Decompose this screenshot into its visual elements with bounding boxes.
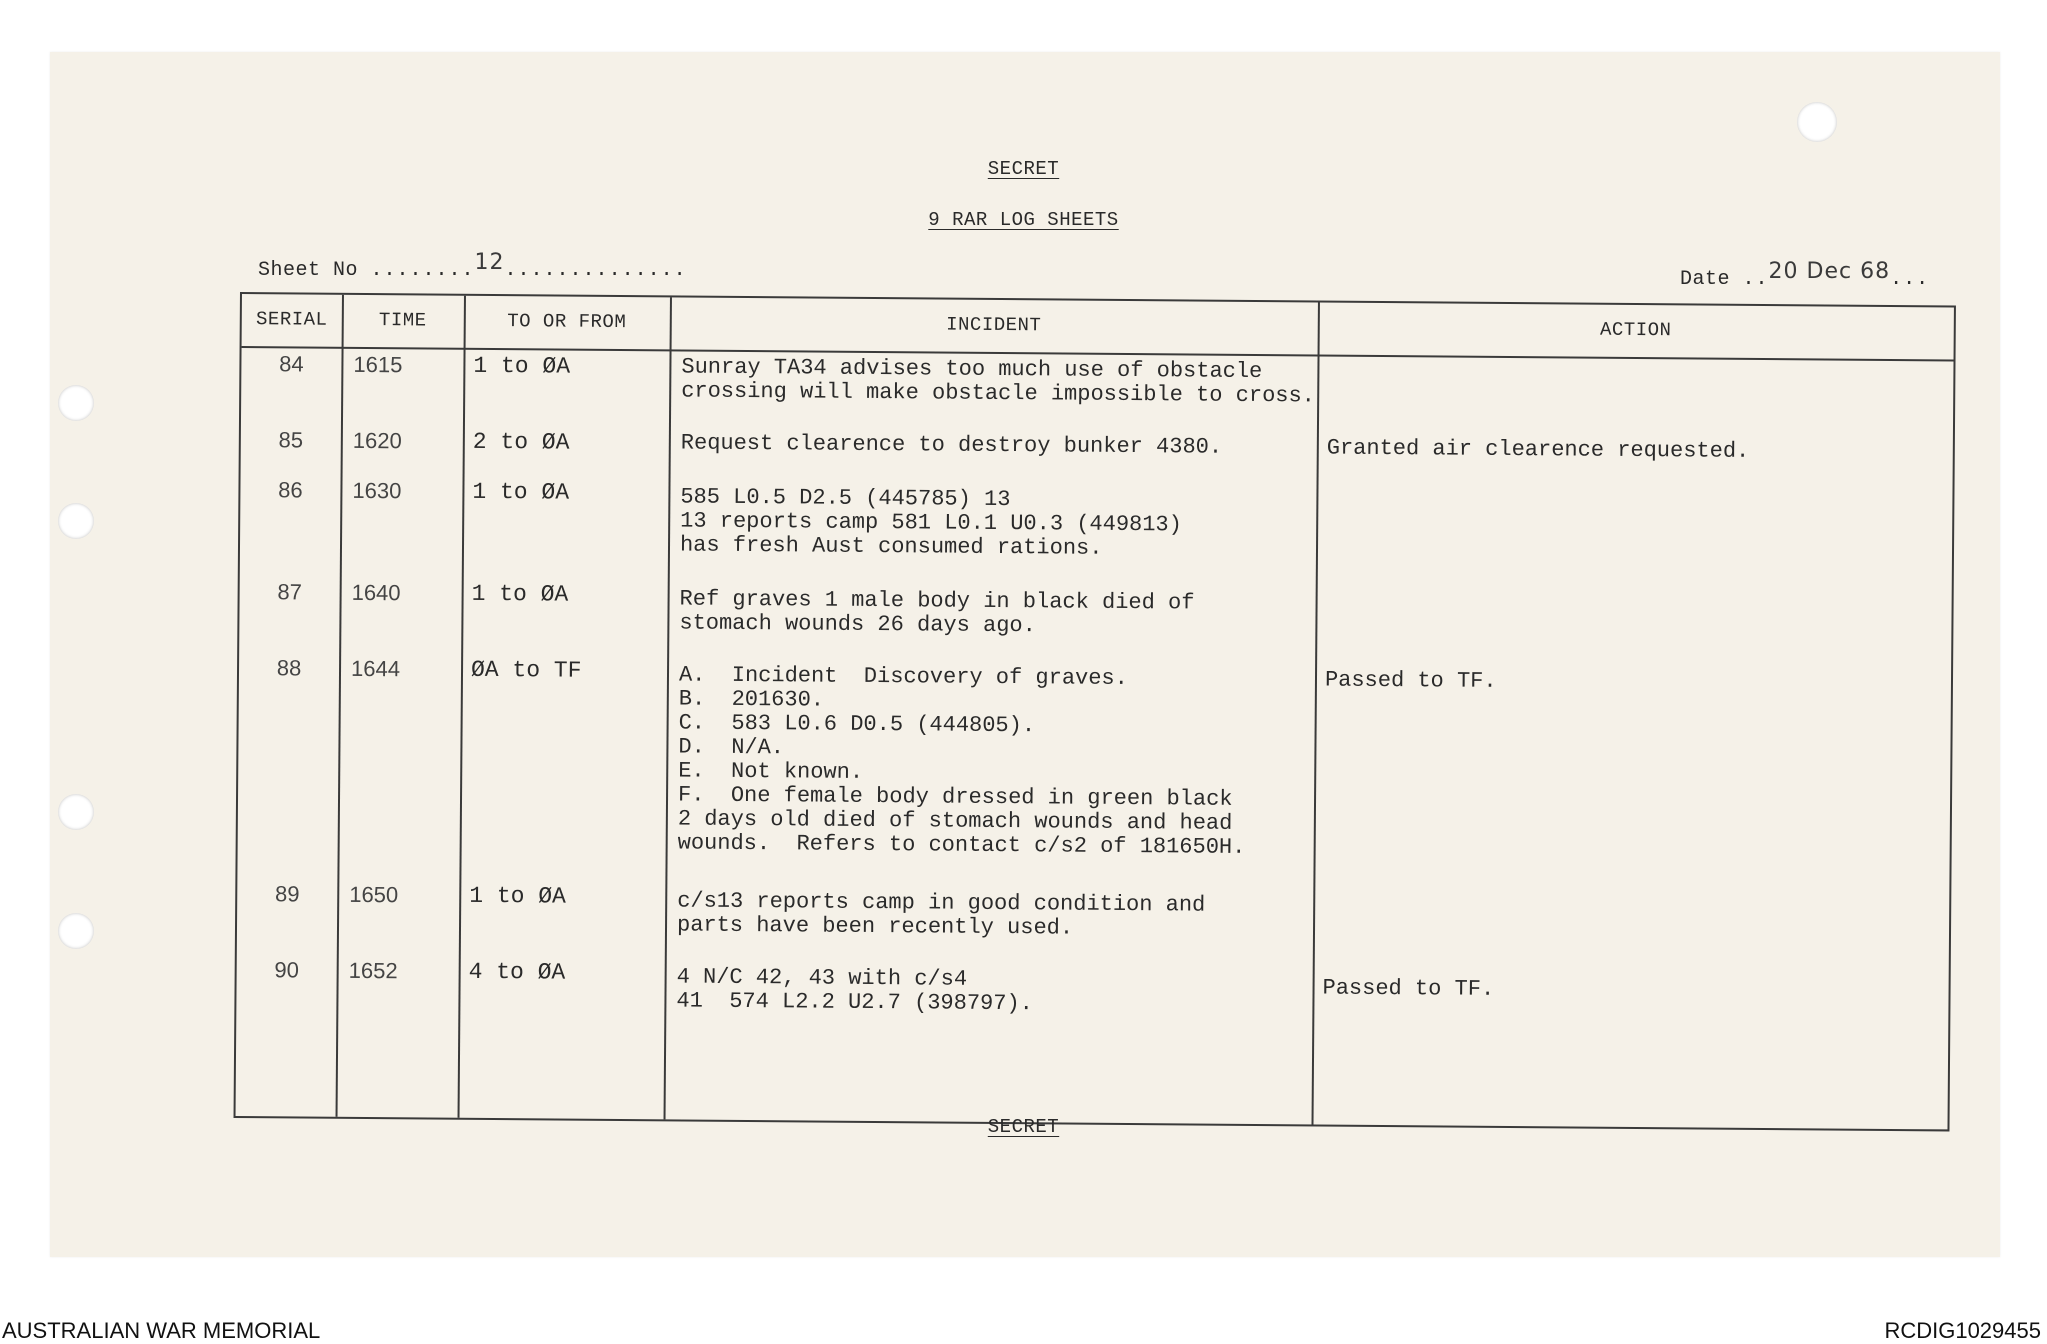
incident-cell: c/s13 reports camp in good condition and parts have been recently used. [676, 888, 1206, 941]
footer-record-id: RCDIG1029455 [1884, 1318, 2041, 1343]
action-cell [1326, 589, 1926, 594]
serial-cell: 90 [274, 957, 300, 983]
header-time: TIME [378, 309, 427, 332]
table-row [237, 957, 1949, 1017]
time-cell: 1644 [350, 655, 401, 682]
time-cell: 1650 [349, 881, 399, 908]
action-cell [1327, 361, 1927, 366]
footer-source-label: AUSTRALIAN WAR MEMORIAL [2, 1318, 321, 1343]
action-cell: Passed to TF. [1322, 975, 1495, 1002]
date-label: Date [1680, 268, 1731, 291]
classification-top: SECRET [987, 158, 1060, 180]
to-from-cell: 1 to ØA [469, 882, 566, 910]
punch-hole [1797, 102, 1837, 142]
serial-cell: 85 [278, 427, 304, 453]
classification-bottom: SECRET [987, 1116, 1060, 1138]
serial-cell: 88 [276, 655, 302, 681]
serial-cell: 89 [274, 881, 300, 907]
table-row [239, 655, 1951, 860]
punch-hole [58, 913, 94, 949]
action-cell: Passed to TF. [1324, 667, 1497, 694]
punch-hole [58, 503, 94, 539]
table-row [240, 579, 1952, 639]
time-cell: 1640 [351, 579, 401, 606]
to-from-cell: 2 to ØA [472, 428, 570, 456]
punch-hole [58, 794, 94, 830]
table-row [241, 477, 1953, 561]
sheet-label: Sheet No [258, 259, 359, 282]
punch-hole [58, 385, 94, 421]
incident-cell: Request clearence to destroy bunker 4380. [680, 430, 1223, 460]
header-serial: SERIAL [255, 308, 328, 331]
incident-cell: 4 N/C 42, 43 with c/s4 41 574 L2.2 U2.7 (398797). [676, 964, 1034, 1017]
table-row [241, 427, 1953, 464]
incident-cell: Ref graves 1 male body in black died of stomach wounds 26 days ago. [679, 586, 1195, 639]
to-from-cell: 1 to ØA [471, 580, 569, 608]
header-incident: INCIDENT [946, 313, 1042, 337]
time-cell: 1630 [352, 477, 402, 504]
serial-cell: 84 [279, 351, 304, 377]
action-cell: Granted air clearence requested. [1326, 435, 1750, 464]
serial-cell: 87 [277, 579, 302, 605]
header-to-from: TO OR FROM [507, 310, 627, 334]
column-divider [336, 295, 344, 1117]
to-from-cell: 4 to ØA [468, 958, 566, 986]
incident-cell: Sunray TA34 advises too much use of obstacle crossing will make obstacle impossible to cross. [681, 354, 1316, 409]
column-divider [664, 297, 672, 1119]
to-from-cell: ØA to TF [470, 656, 582, 684]
document-title: 9 RAR LOG SHEETS [928, 209, 1119, 231]
sheet-number: 12 [474, 250, 505, 275]
column-divider [458, 296, 466, 1118]
time-cell: 1620 [352, 427, 402, 454]
sheet-number-field: Sheet No ........12.............. [258, 250, 687, 282]
time-cell: 1652 [348, 957, 398, 984]
time-cell: 1615 [353, 351, 403, 378]
date-field: Date ..20 Dec 68... [1680, 259, 1930, 291]
to-from-cell: 1 to ØA [472, 478, 570, 506]
table-row [237, 881, 1949, 941]
action-cell [1327, 487, 1927, 492]
incident-cell: A. Incident Discovery of graves. B. 201630. C. 583 L0.6 D0.5 (444805). D. N/A. E. Not known. F. One female body dressed in green black 2 days old died of stomach wounds and head wounds. Refers to contact c/s2 of 181650H. [677, 662, 1246, 860]
to-from-cell: 1 to ØA [473, 352, 571, 380]
action-cell [1323, 891, 1923, 896]
header-action: ACTION [1599, 318, 1672, 342]
incident-cell: 585 L0.5 D2.5 (445785) 13 13 reports camp 581 L0.1 U0.3 (449813) has fresh Aust consumed rations. [679, 484, 1182, 561]
serial-cell: 86 [278, 477, 303, 503]
date-value: 20 Dec 68 [1768, 259, 1891, 284]
log-table [234, 292, 1956, 1131]
